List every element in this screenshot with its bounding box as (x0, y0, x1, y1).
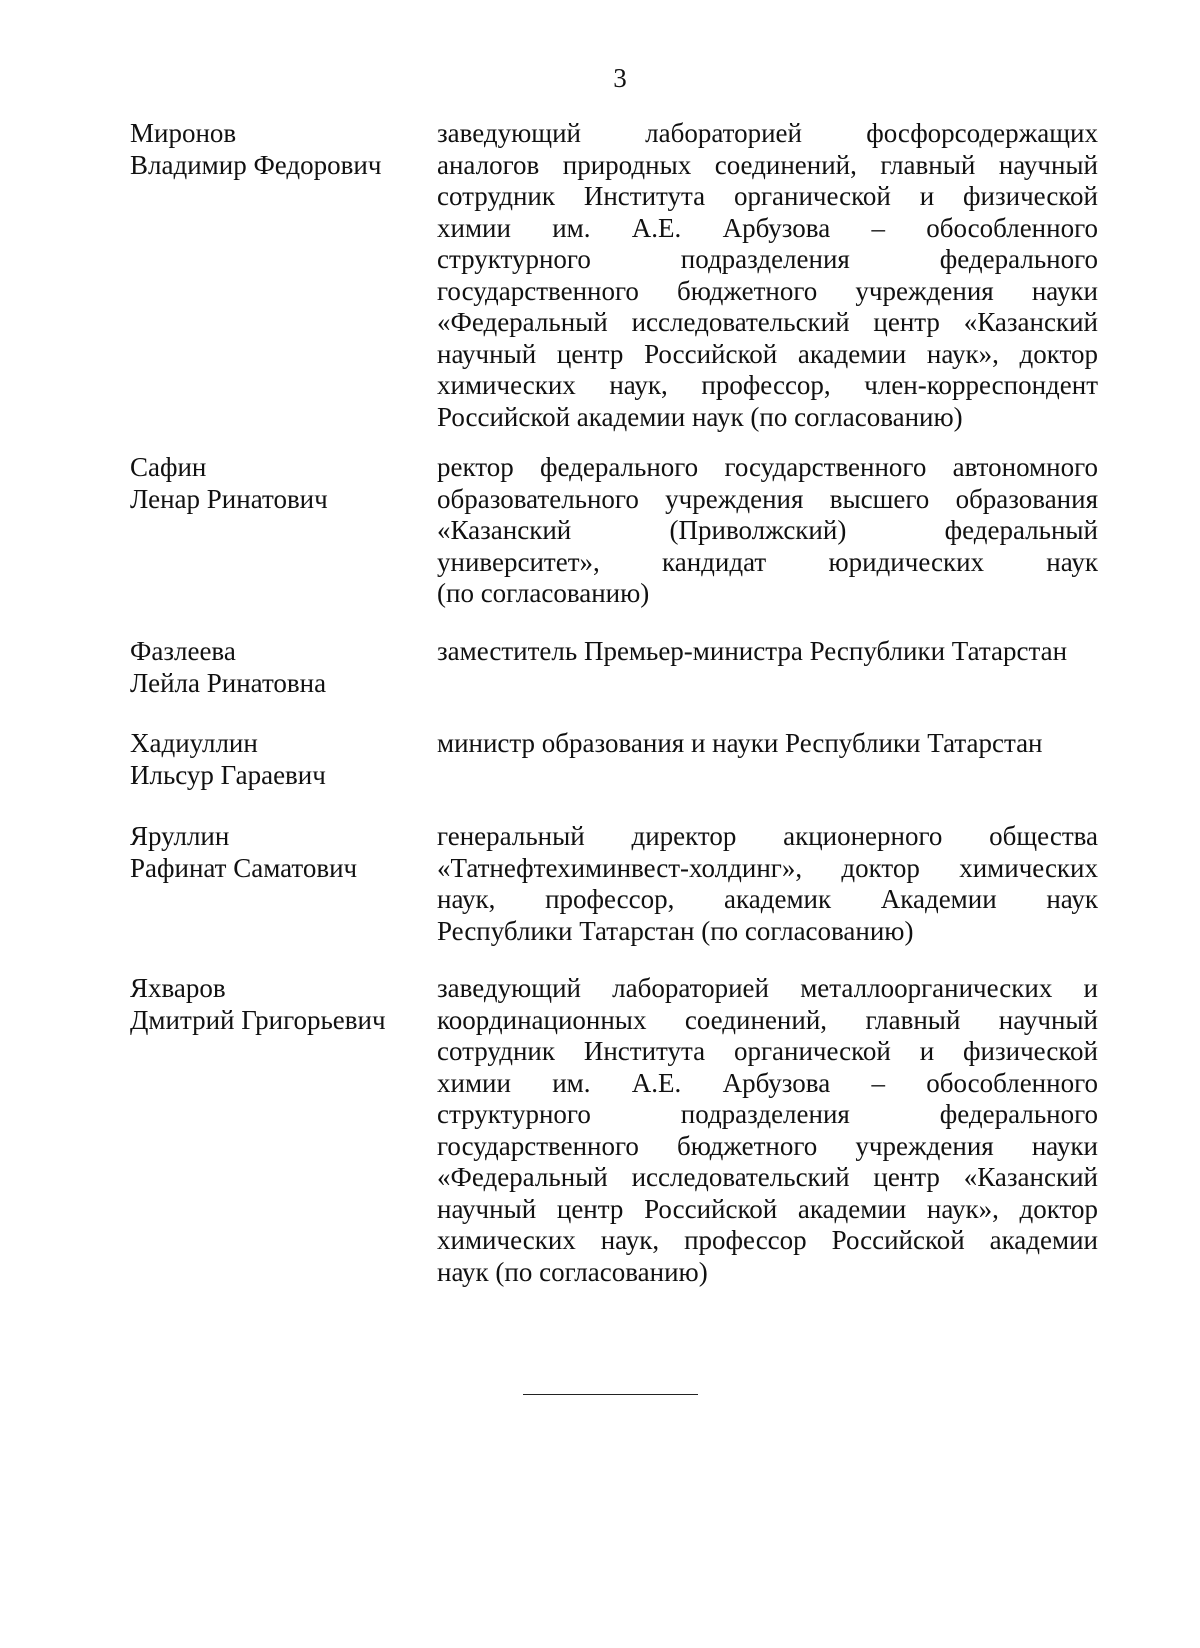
position-line: сотрудник Института органической и физической (437, 181, 1098, 211)
position-line: структурного подразделения федерального (437, 244, 1098, 274)
member-given-names: Дмитрий Григорьевич (130, 1004, 386, 1035)
position-line: Российской академии наук (по согласованию) (437, 401, 963, 432)
member-given-names: Лейла Ринатовна (130, 667, 327, 698)
position-line: заведующий лабораторией фосфорсодержащих (437, 118, 1098, 148)
position-line: (по согласованию) (437, 578, 650, 608)
position-line: «Федеральный исследовательский центр «Казанский (437, 1162, 1098, 1192)
member-surname: Хадиуллин (130, 728, 258, 758)
position-line: образовательного учреждения высшего образования (437, 483, 1098, 514)
member-name (130, 973, 420, 1036)
position-line: сотрудник Института органической и физической (437, 1036, 1098, 1066)
position-line: наук, профессор, академик Академии наук (437, 884, 1098, 914)
member-surname: Сафин (130, 452, 207, 482)
position-line: научный центр Российской академии наук», доктор (437, 338, 1098, 369)
member-given-names: Ильсур Гараевич (130, 759, 326, 790)
position-line: химических наук, профессор Российской академии (437, 1225, 1098, 1255)
member-name (130, 118, 420, 181)
member-position (437, 452, 1098, 610)
position-line: Республики Татарстан (по согласованию) (437, 915, 914, 946)
position-line: химии им. А.Е. Арбузова – обособленного (437, 1067, 1098, 1098)
member-position (437, 636, 1098, 668)
position-line: химических наук, профессор, член-корреспондент (437, 370, 1098, 400)
position-line: «Татнефтехиминвест-холдинг», доктор химических (437, 852, 1098, 883)
member-surname: Фазлеева (130, 636, 236, 666)
position-line: координационных соединений, главный научный (437, 1004, 1098, 1035)
position-line: научный центр Российской академии наук», доктор (437, 1193, 1098, 1224)
member-name (130, 452, 420, 515)
position-line: государственного бюджетного учреждения науки (437, 1130, 1098, 1161)
member-name (130, 728, 420, 791)
position-line: ректор федерального государственного автономного (437, 452, 1098, 482)
position-line: «Федеральный исследовательский центр «Казанский (437, 307, 1098, 337)
member-given-names: Владимир Федорович (130, 149, 382, 180)
position-line: наук (по согласованию) (437, 1256, 708, 1287)
member-name (130, 821, 420, 884)
position-line: государственного бюджетного учреждения науки (437, 275, 1098, 306)
member-given-names: Ленар Ринатович (130, 483, 328, 514)
position-line: министр образования и науки Республики Татарстан (437, 728, 1043, 758)
member-surname: Яруллин (130, 821, 230, 851)
position-line: структурного подразделения федерального (437, 1099, 1098, 1129)
position-line: аналогов природных соединений, главный научный (437, 149, 1098, 180)
position-line: университет», кандидат юридических наук (437, 546, 1098, 577)
position-line: химии им. А.Е. Арбузова – обособленного (437, 212, 1098, 243)
position-line: генеральный директор акционерного общества (437, 821, 1098, 851)
closing-divider (523, 1394, 698, 1395)
position-line: заведующий лабораторией металлоорганических и (437, 973, 1098, 1003)
member-name (130, 636, 420, 699)
member-position (437, 728, 1098, 760)
page-number: 3 (613, 63, 627, 93)
member-position (437, 821, 1098, 947)
position-line: «Казанский (Приволжский) федеральный (437, 515, 1098, 545)
member-position (437, 973, 1098, 1288)
member-position (437, 118, 1098, 433)
member-given-names: Рафинат Саматович (130, 852, 358, 883)
position-line: заместитель Премьер-министра Республики Татарстан (437, 636, 1068, 666)
member-surname: Миронов (130, 118, 237, 148)
member-surname: Яхваров (130, 973, 226, 1003)
